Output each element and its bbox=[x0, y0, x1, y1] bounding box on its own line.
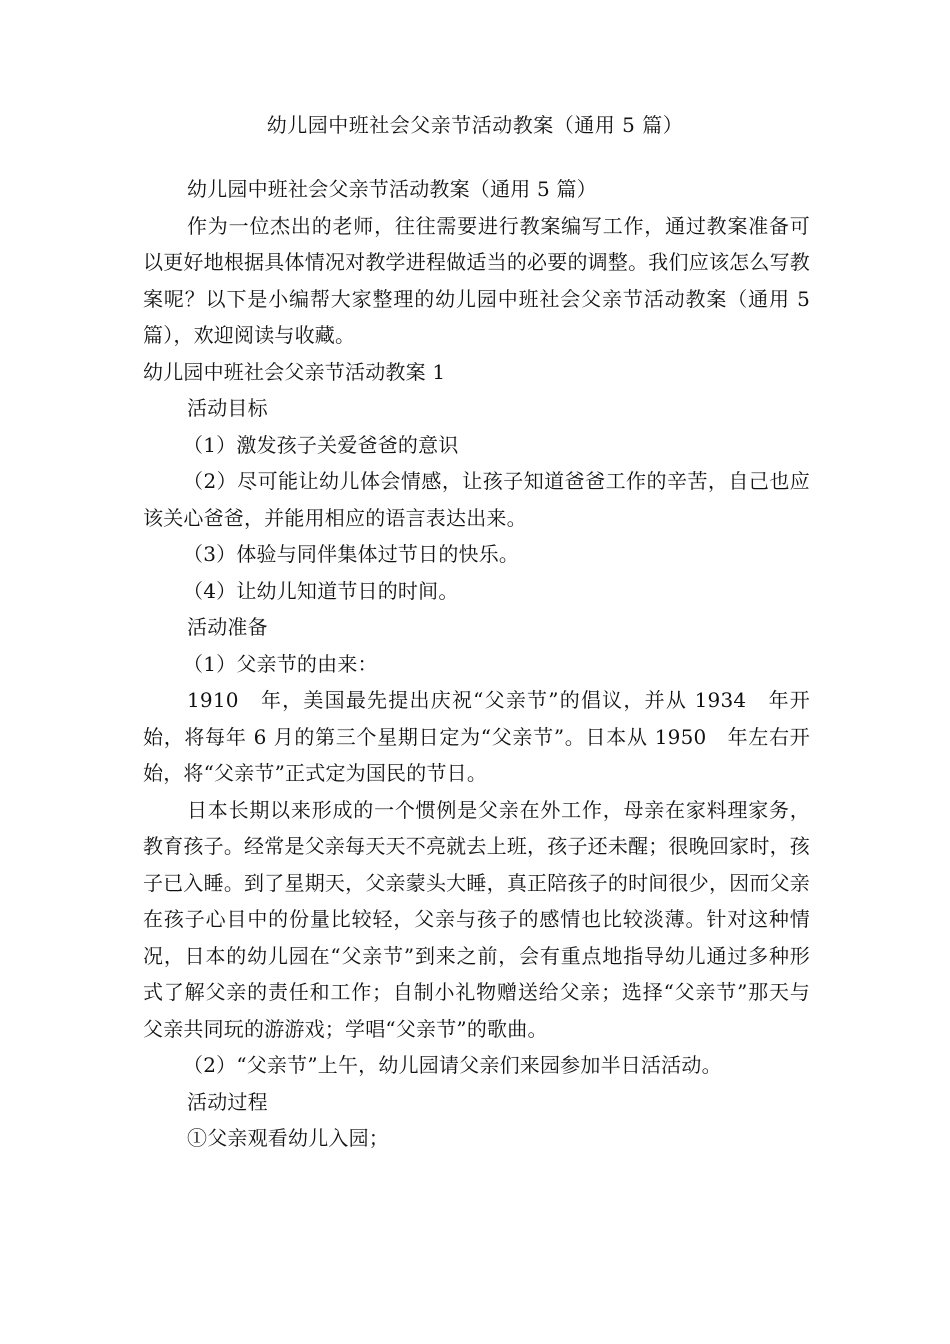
paragraph: 幼儿园中班社会父亲节活动教案 1 bbox=[143, 359, 446, 384]
paragraph: 活动目标 bbox=[187, 396, 268, 420]
document-title: 幼儿园中班社会父亲节活动教案（通用 5 篇） bbox=[266, 113, 684, 137]
paragraph: （2）“父亲节”上午，幼儿园请父亲们来园参加半日活活动。 bbox=[183, 1053, 722, 1077]
paragraph: 活动过程 bbox=[187, 1089, 268, 1114]
paragraph: 作为一位杰出的老师，往往需要进行教案编写工作，通过教案准备可以更好地根据具体情况对教学进程做适当的必要的调整。我们应该怎么写教案呢？以下是小编帮大家整理的幼儿园中班社会父亲节活动教案（通用 5 篇），欢迎阅读与收藏。 bbox=[143, 213, 810, 347]
paragraph: （1）激发孩子关爱爸爸的意识 bbox=[183, 432, 459, 457]
paragraph: （2）尽可能让幼儿体会情感，让孩子知道爸爸工作的辛苦，自己也应该关心爸爸，并能用相应的语言表达出来。 bbox=[143, 469, 810, 530]
paragraph: ①父亲观看幼儿入园； bbox=[187, 1126, 389, 1150]
paragraph: （4）让幼儿知道节日的时间。 bbox=[183, 578, 459, 603]
paragraph: （1）父亲节的由来： bbox=[183, 651, 378, 676]
paragraph: 幼儿园中班社会父亲节活动教案（通用 5 篇） bbox=[187, 177, 597, 201]
paragraph: 日本长期以来形成的一个惯例是父亲在外工作，母亲在家料理家务，教育孩子。经常是父亲每天天不亮就去上班，孩子还未醒；很晚回家时，孩子已入睡。到了星期天，父亲蒙头大睡，真正陪孩子的时间很少，因而父亲在孩子心目中的份量比较轻，父亲与孩子的感情也比较淡薄。针对这种情况，日本的幼儿园在“父亲节”到来之前，会有重点地指导幼儿通过多种形式了解父亲的责任和工作；自制小礼物赠送给父亲；选择“父亲节”那天与父亲共同玩的游游戏；学唱“父亲节”的歌曲。 bbox=[143, 797, 810, 1041]
paragraph: （3）体验与同伴集体过节日的快乐。 bbox=[183, 542, 520, 566]
paragraph: 1910 年，美国最先提出庆祝“父亲节”的倡议，并从 1934 年开始，将每年 6 月的第三个星期日定为“父亲节”。日本从 1950 年左右开始，将“父亲节”正式定为国民的节日。 bbox=[143, 688, 810, 785]
document-body bbox=[143, 171, 810, 1157]
paragraph: 活动准备 bbox=[187, 615, 268, 639]
